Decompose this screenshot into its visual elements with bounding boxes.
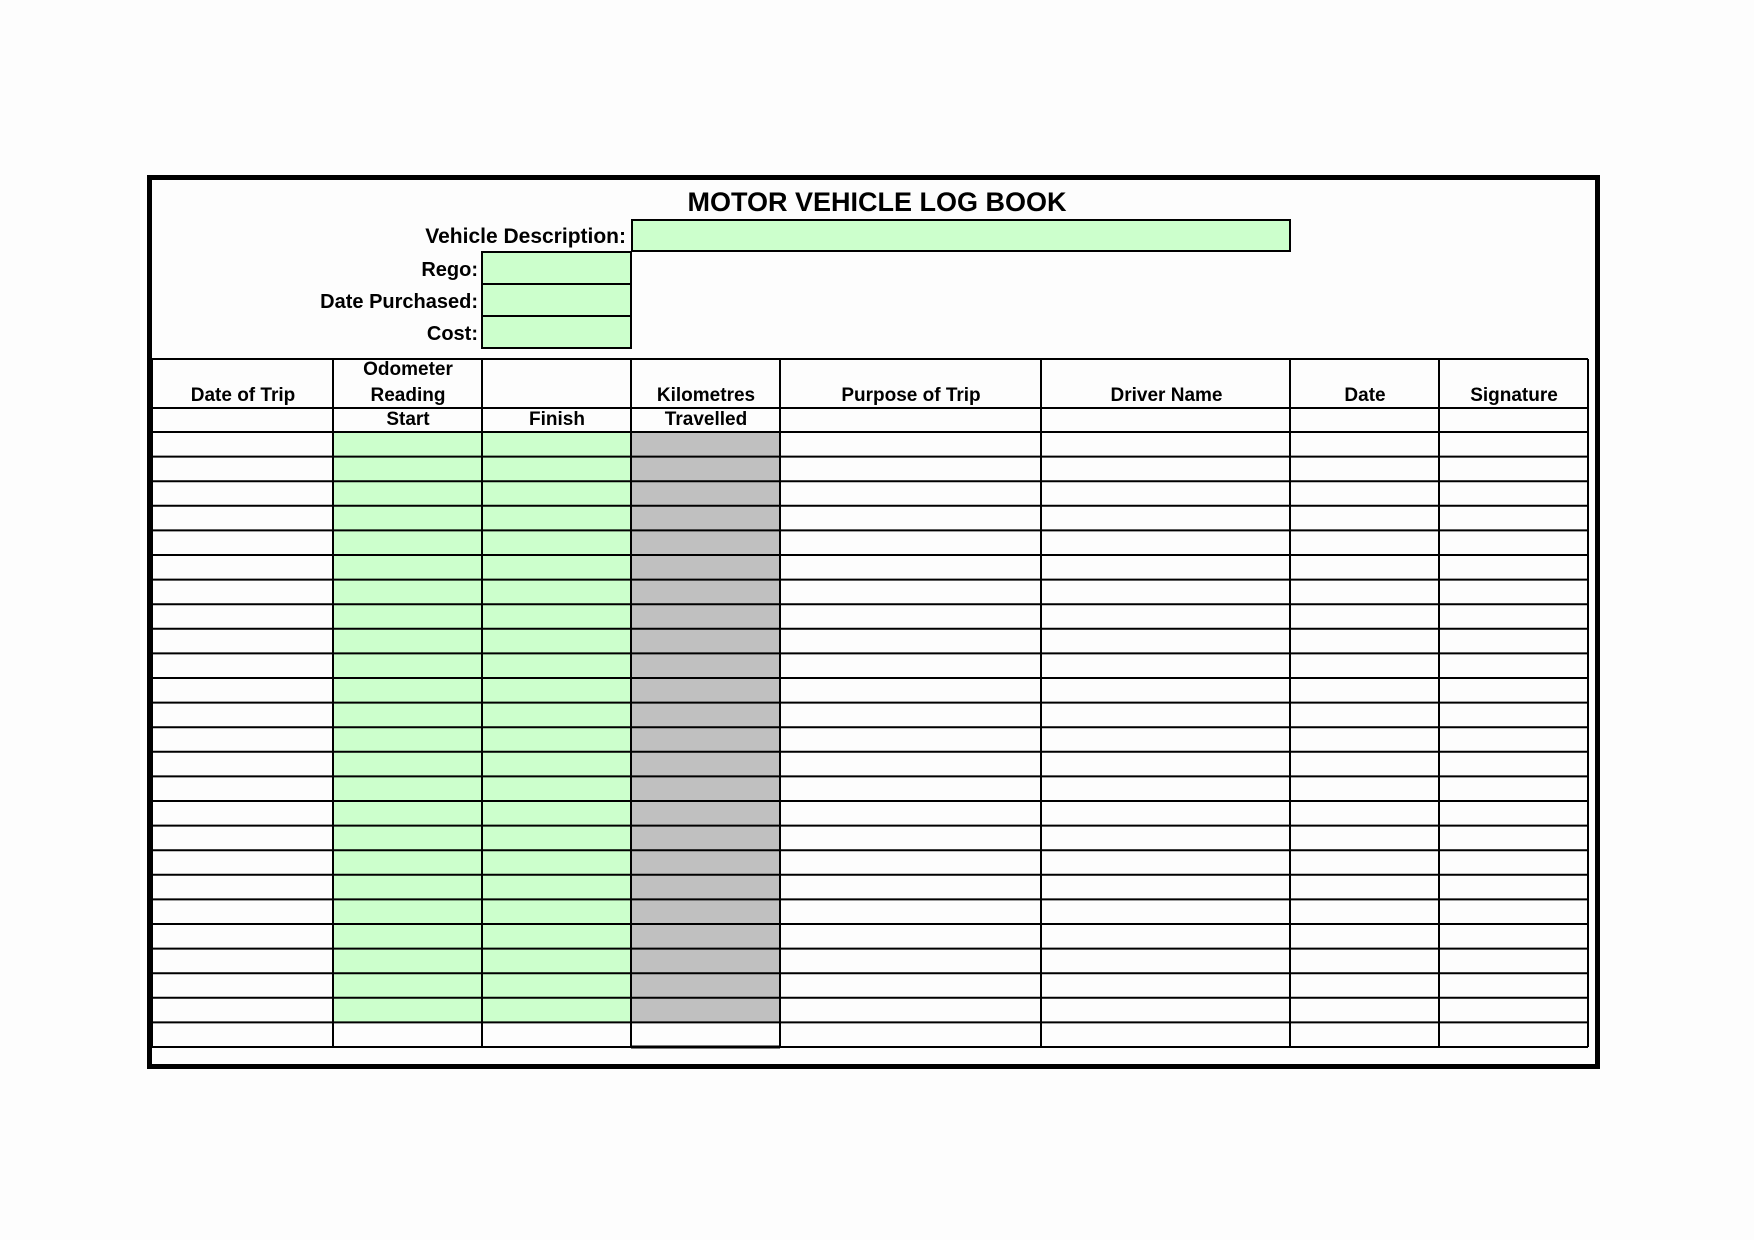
cell-driver-name[interactable] bbox=[1041, 727, 1290, 752]
cell-driver-name[interactable] bbox=[1041, 973, 1290, 998]
cell-kilometres-travelled[interactable] bbox=[631, 875, 780, 900]
cell-odometer-finish[interactable] bbox=[482, 949, 631, 974]
cell-purpose-of-trip[interactable] bbox=[780, 949, 1041, 974]
cell-driver-name[interactable] bbox=[1041, 481, 1290, 506]
cell-odometer-start[interactable] bbox=[333, 555, 482, 580]
cell-signature[interactable] bbox=[1439, 580, 1588, 605]
cell-kilometres-travelled[interactable] bbox=[631, 924, 780, 949]
cell-kilometres-travelled[interactable] bbox=[631, 1022, 780, 1047]
cell-signature[interactable] bbox=[1439, 949, 1588, 974]
cell-kilometres-travelled[interactable] bbox=[631, 727, 780, 752]
cell-purpose-of-trip[interactable] bbox=[780, 506, 1041, 531]
cell-date-of-trip[interactable] bbox=[152, 850, 333, 875]
cell-driver-name[interactable] bbox=[1041, 629, 1290, 654]
cell-kilometres-travelled[interactable] bbox=[631, 555, 780, 580]
cell-odometer-start[interactable] bbox=[333, 776, 482, 801]
cell-signature[interactable] bbox=[1439, 973, 1588, 998]
cell-signature[interactable] bbox=[1439, 530, 1588, 555]
cell-purpose-of-trip[interactable] bbox=[780, 801, 1041, 826]
cell-odometer-start[interactable] bbox=[333, 752, 482, 777]
cell-purpose-of-trip[interactable] bbox=[780, 998, 1041, 1023]
rego-label: Rego: bbox=[421, 259, 478, 281]
cell-signature[interactable] bbox=[1439, 481, 1588, 506]
cell-odometer-start[interactable] bbox=[333, 727, 482, 752]
cell-date-of-trip[interactable] bbox=[152, 653, 333, 678]
cell-date[interactable] bbox=[1290, 457, 1439, 482]
cell-kilometres-travelled[interactable] bbox=[631, 653, 780, 678]
cell-date-of-trip[interactable] bbox=[152, 727, 333, 752]
cell-driver-name[interactable] bbox=[1041, 949, 1290, 974]
cell-odometer-finish[interactable] bbox=[482, 727, 631, 752]
cell-odometer-finish[interactable] bbox=[482, 481, 631, 506]
cell-kilometres-travelled[interactable] bbox=[631, 432, 780, 457]
cell-purpose-of-trip[interactable] bbox=[780, 727, 1041, 752]
cell-signature[interactable] bbox=[1439, 629, 1588, 654]
cell-signature[interactable] bbox=[1439, 875, 1588, 900]
date-purchased-label: Date Purchased: bbox=[320, 291, 478, 313]
cost-label: Cost: bbox=[426, 323, 478, 345]
cell-kilometres-travelled[interactable] bbox=[631, 899, 780, 924]
cell-date-of-trip[interactable] bbox=[152, 924, 333, 949]
cell-date[interactable] bbox=[1290, 1022, 1439, 1047]
cell-driver-name[interactable] bbox=[1041, 826, 1290, 851]
cell-odometer-finish[interactable] bbox=[482, 924, 631, 949]
cell-date[interactable] bbox=[1290, 506, 1439, 531]
cell-date-of-trip[interactable] bbox=[152, 752, 333, 777]
cell-driver-name[interactable] bbox=[1041, 653, 1290, 678]
cell-date[interactable] bbox=[1290, 924, 1439, 949]
cell-odometer-finish[interactable] bbox=[482, 506, 631, 531]
cell-driver-name[interactable] bbox=[1041, 850, 1290, 875]
cell-driver-name[interactable] bbox=[1041, 776, 1290, 801]
cell-kilometres-travelled[interactable] bbox=[631, 826, 780, 851]
cell-driver-name[interactable] bbox=[1041, 752, 1290, 777]
cell-driver-name[interactable] bbox=[1041, 580, 1290, 605]
cell-driver-name[interactable] bbox=[1041, 875, 1290, 900]
cell-driver-name[interactable] bbox=[1041, 998, 1290, 1023]
cell-purpose-of-trip[interactable] bbox=[780, 703, 1041, 728]
cell-date-of-trip[interactable] bbox=[152, 973, 333, 998]
cell-signature[interactable] bbox=[1439, 826, 1588, 851]
cell-kilometres-travelled[interactable] bbox=[631, 973, 780, 998]
cell-date-of-trip[interactable] bbox=[152, 580, 333, 605]
cell-odometer-finish[interactable] bbox=[482, 998, 631, 1023]
cell-date[interactable] bbox=[1290, 530, 1439, 555]
cell-odometer-finish[interactable] bbox=[482, 973, 631, 998]
column-header-kilometres: Kilometres bbox=[656, 385, 756, 406]
cell-kilometres-travelled[interactable] bbox=[631, 998, 780, 1023]
cell-date[interactable] bbox=[1290, 899, 1439, 924]
cell-signature[interactable] bbox=[1439, 678, 1588, 703]
cell-driver-name[interactable] bbox=[1041, 899, 1290, 924]
cell-driver-name[interactable] bbox=[1041, 457, 1290, 482]
cell-driver-name[interactable] bbox=[1041, 924, 1290, 949]
cell-odometer-start[interactable] bbox=[333, 703, 482, 728]
cell-signature[interactable] bbox=[1439, 998, 1588, 1023]
cell-date-of-trip[interactable] bbox=[152, 998, 333, 1023]
cell-odometer-start[interactable] bbox=[333, 481, 482, 506]
cell-driver-name[interactable] bbox=[1041, 1022, 1290, 1047]
cell-odometer-finish[interactable] bbox=[482, 457, 631, 482]
column-header-finish: Finish bbox=[529, 409, 585, 430]
cell-date-of-trip[interactable] bbox=[152, 678, 333, 703]
cell-purpose-of-trip[interactable] bbox=[780, 1022, 1041, 1047]
cell-odometer-finish[interactable] bbox=[482, 703, 631, 728]
cell-driver-name[interactable] bbox=[1041, 506, 1290, 531]
cell-date-of-trip[interactable] bbox=[152, 629, 333, 654]
cell-odometer-start[interactable] bbox=[333, 850, 482, 875]
cell-odometer-start[interactable] bbox=[333, 801, 482, 826]
cell-signature[interactable] bbox=[1439, 752, 1588, 777]
column-header-odometer-line2: Reading bbox=[370, 385, 446, 406]
cell-date-of-trip[interactable] bbox=[152, 826, 333, 851]
cell-kilometres-travelled[interactable] bbox=[631, 506, 780, 531]
cell-signature[interactable] bbox=[1439, 1022, 1588, 1047]
cell-purpose-of-trip[interactable] bbox=[780, 653, 1041, 678]
cell-signature[interactable] bbox=[1439, 506, 1588, 531]
cell-odometer-start[interactable] bbox=[333, 899, 482, 924]
cell-date[interactable] bbox=[1290, 998, 1439, 1023]
cell-date-of-trip[interactable] bbox=[152, 703, 333, 728]
page-title: MOTOR VEHICLE LOG BOOK bbox=[687, 187, 1067, 217]
cell-date[interactable] bbox=[1290, 801, 1439, 826]
cell-signature[interactable] bbox=[1439, 899, 1588, 924]
cell-odometer-finish[interactable] bbox=[482, 653, 631, 678]
cell-odometer-finish[interactable] bbox=[482, 580, 631, 605]
cell-date-of-trip[interactable] bbox=[152, 481, 333, 506]
cell-odometer-finish[interactable] bbox=[482, 850, 631, 875]
cell-kilometres-travelled[interactable] bbox=[631, 678, 780, 703]
cell-kilometres-travelled[interactable] bbox=[631, 949, 780, 974]
cell-kilometres-travelled[interactable] bbox=[631, 530, 780, 555]
cell-date-of-trip[interactable] bbox=[152, 457, 333, 482]
cell-purpose-of-trip[interactable] bbox=[780, 776, 1041, 801]
cell-kilometres-travelled[interactable] bbox=[631, 580, 780, 605]
column-header-date: Date bbox=[1344, 385, 1386, 406]
cell-odometer-start[interactable] bbox=[333, 998, 482, 1023]
column-header-purpose-of-trip: Purpose of Trip bbox=[841, 385, 981, 406]
cell-date-of-trip[interactable] bbox=[152, 530, 333, 555]
cell-signature[interactable] bbox=[1439, 457, 1588, 482]
cell-odometer-start[interactable] bbox=[333, 580, 482, 605]
cell-date-of-trip[interactable] bbox=[152, 776, 333, 801]
cell-signature[interactable] bbox=[1439, 924, 1588, 949]
cell-odometer-start[interactable] bbox=[333, 457, 482, 482]
cell-purpose-of-trip[interactable] bbox=[780, 604, 1041, 629]
cell-purpose-of-trip[interactable] bbox=[780, 432, 1041, 457]
cell-odometer-start[interactable] bbox=[333, 604, 482, 629]
cell-purpose-of-trip[interactable] bbox=[780, 555, 1041, 580]
cell-odometer-finish[interactable] bbox=[482, 629, 631, 654]
cell-date-of-trip[interactable] bbox=[152, 604, 333, 629]
cell-date[interactable] bbox=[1290, 949, 1439, 974]
cell-date[interactable] bbox=[1290, 653, 1439, 678]
vehicle-description-label: Vehicle Description: bbox=[425, 225, 626, 248]
cell-kilometres-travelled[interactable] bbox=[631, 457, 780, 482]
cell-kilometres-travelled[interactable] bbox=[631, 776, 780, 801]
column-header-driver-name: Driver Name bbox=[1110, 385, 1223, 406]
cell-purpose-of-trip[interactable] bbox=[780, 924, 1041, 949]
cell-odometer-finish[interactable] bbox=[482, 604, 631, 629]
column-header-date-of-trip: Date of Trip bbox=[190, 385, 296, 406]
cell-odometer-finish[interactable] bbox=[482, 899, 631, 924]
cell-date-of-trip[interactable] bbox=[152, 801, 333, 826]
cell-signature[interactable] bbox=[1439, 555, 1588, 580]
cell-kilometres-travelled[interactable] bbox=[631, 752, 780, 777]
cell-driver-name[interactable] bbox=[1041, 432, 1290, 457]
column-header-start: Start bbox=[386, 409, 430, 430]
cell-odometer-finish[interactable] bbox=[482, 752, 631, 777]
cell-date[interactable] bbox=[1290, 678, 1439, 703]
cell-signature[interactable] bbox=[1439, 703, 1588, 728]
cell-date[interactable] bbox=[1290, 555, 1439, 580]
cell-date[interactable] bbox=[1290, 432, 1439, 457]
cell-driver-name[interactable] bbox=[1041, 530, 1290, 555]
cell-purpose-of-trip[interactable] bbox=[780, 481, 1041, 506]
column-header-signature: Signature bbox=[1470, 385, 1558, 406]
cell-odometer-finish[interactable] bbox=[482, 776, 631, 801]
cell-odometer-start[interactable] bbox=[333, 826, 482, 851]
cell-signature[interactable] bbox=[1439, 727, 1588, 752]
cell-odometer-start[interactable] bbox=[333, 653, 482, 678]
cell-purpose-of-trip[interactable] bbox=[780, 850, 1041, 875]
cell-date-of-trip[interactable] bbox=[152, 1022, 333, 1047]
cell-odometer-finish[interactable] bbox=[482, 555, 631, 580]
cell-kilometres-travelled[interactable] bbox=[631, 481, 780, 506]
cell-odometer-finish[interactable] bbox=[482, 826, 631, 851]
cell-date[interactable] bbox=[1290, 580, 1439, 605]
cell-odometer-start[interactable] bbox=[333, 678, 482, 703]
cell-purpose-of-trip[interactable] bbox=[780, 629, 1041, 654]
cell-date[interactable] bbox=[1290, 776, 1439, 801]
cell-purpose-of-trip[interactable] bbox=[780, 752, 1041, 777]
cell-driver-name[interactable] bbox=[1041, 703, 1290, 728]
cell-signature[interactable] bbox=[1439, 850, 1588, 875]
cell-date[interactable] bbox=[1290, 752, 1439, 777]
cell-odometer-start[interactable] bbox=[333, 1022, 482, 1047]
cell-date-of-trip[interactable] bbox=[152, 432, 333, 457]
cell-date[interactable] bbox=[1290, 826, 1439, 851]
cell-signature[interactable] bbox=[1439, 653, 1588, 678]
cell-kilometres-travelled[interactable] bbox=[631, 604, 780, 629]
cell-date[interactable] bbox=[1290, 850, 1439, 875]
cell-driver-name[interactable] bbox=[1041, 801, 1290, 826]
cell-odometer-start[interactable] bbox=[333, 875, 482, 900]
cell-odometer-start[interactable] bbox=[333, 973, 482, 998]
cell-odometer-finish[interactable] bbox=[482, 432, 631, 457]
cell-date[interactable] bbox=[1290, 875, 1439, 900]
cell-driver-name[interactable] bbox=[1041, 555, 1290, 580]
cell-purpose-of-trip[interactable] bbox=[780, 973, 1041, 998]
cell-kilometres-travelled[interactable] bbox=[631, 850, 780, 875]
cell-purpose-of-trip[interactable] bbox=[780, 899, 1041, 924]
cell-driver-name[interactable] bbox=[1041, 604, 1290, 629]
cell-purpose-of-trip[interactable] bbox=[780, 530, 1041, 555]
cell-date-of-trip[interactable] bbox=[152, 555, 333, 580]
cell-signature[interactable] bbox=[1439, 604, 1588, 629]
cell-odometer-start[interactable] bbox=[333, 949, 482, 974]
cell-odometer-finish[interactable] bbox=[482, 1022, 631, 1047]
cell-date[interactable] bbox=[1290, 727, 1439, 752]
cell-odometer-start[interactable] bbox=[333, 530, 482, 555]
cell-date-of-trip[interactable] bbox=[152, 506, 333, 531]
cell-odometer-start[interactable] bbox=[333, 924, 482, 949]
cell-purpose-of-trip[interactable] bbox=[780, 678, 1041, 703]
cell-purpose-of-trip[interactable] bbox=[780, 875, 1041, 900]
cell-odometer-finish[interactable] bbox=[482, 530, 631, 555]
cell-odometer-finish[interactable] bbox=[482, 801, 631, 826]
cell-purpose-of-trip[interactable] bbox=[780, 826, 1041, 851]
cell-odometer-finish[interactable] bbox=[482, 678, 631, 703]
cell-date-of-trip[interactable] bbox=[152, 875, 333, 900]
cell-driver-name[interactable] bbox=[1041, 678, 1290, 703]
cell-date-of-trip[interactable] bbox=[152, 899, 333, 924]
cell-date[interactable] bbox=[1290, 604, 1439, 629]
column-header-odometer-line1: Odometer bbox=[363, 359, 453, 380]
cell-kilometres-travelled[interactable] bbox=[631, 703, 780, 728]
cell-kilometres-travelled[interactable] bbox=[631, 801, 780, 826]
cell-odometer-finish[interactable] bbox=[482, 875, 631, 900]
cell-date[interactable] bbox=[1290, 703, 1439, 728]
cell-signature[interactable] bbox=[1439, 801, 1588, 826]
cell-signature[interactable] bbox=[1439, 432, 1588, 457]
cell-odometer-start[interactable] bbox=[333, 506, 482, 531]
cell-purpose-of-trip[interactable] bbox=[780, 457, 1041, 482]
column-header-travelled: Travelled bbox=[664, 409, 748, 430]
cell-date[interactable] bbox=[1290, 973, 1439, 998]
cell-purpose-of-trip[interactable] bbox=[780, 580, 1041, 605]
cell-odometer-start[interactable] bbox=[333, 432, 482, 457]
cell-date[interactable] bbox=[1290, 481, 1439, 506]
cell-signature[interactable] bbox=[1439, 776, 1588, 801]
cell-date[interactable] bbox=[1290, 629, 1439, 654]
cell-odometer-start[interactable] bbox=[333, 629, 482, 654]
cell-date-of-trip[interactable] bbox=[152, 949, 333, 974]
cell-kilometres-travelled[interactable] bbox=[631, 629, 780, 654]
